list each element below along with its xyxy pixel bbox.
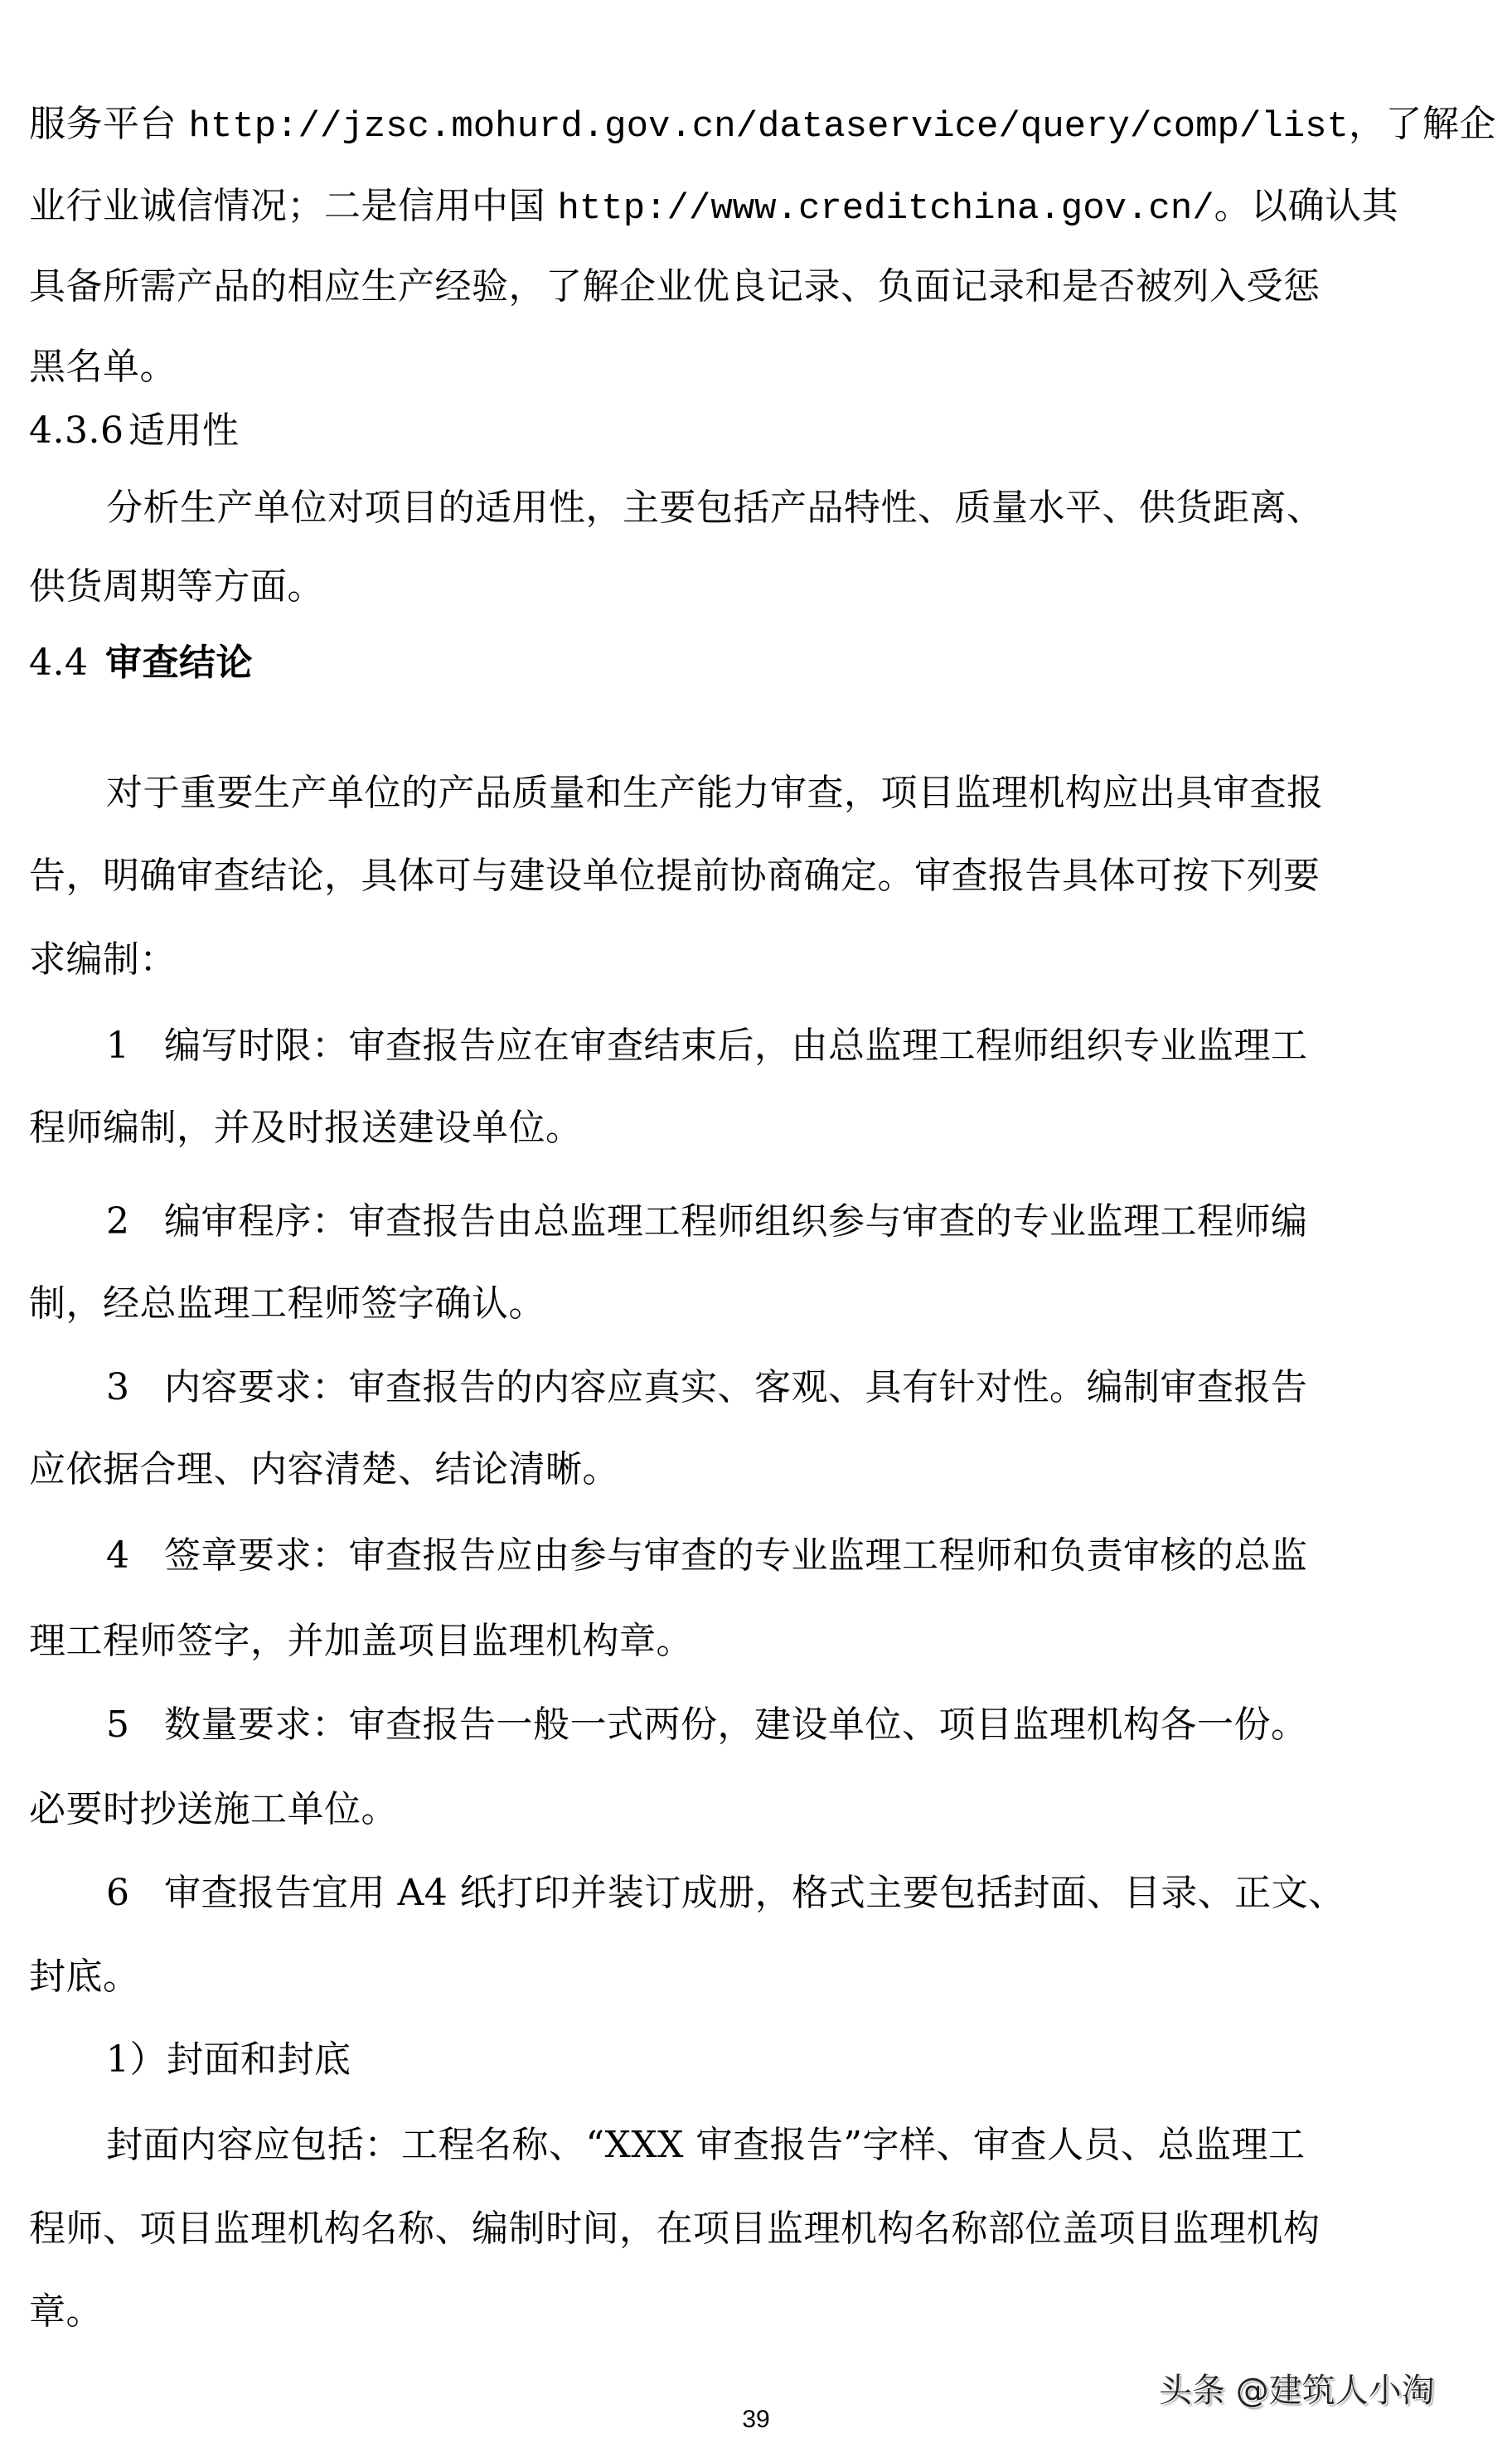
text: 业行业诚信情况；二是信用中国 [29, 185, 558, 227]
item-text: 编审程序：审查报告由总监理工程师组织参与审查的专业监理工程师编 [164, 1200, 1308, 1243]
paragraph-line: 封底。 [29, 1956, 140, 1998]
page-number: 39 [742, 2406, 770, 2433]
item-number: 4 [106, 1534, 130, 1577]
paragraph-line [29, 182, 1398, 231]
paragraph-line: 制，经总监理工程师签字确认。 [29, 1282, 545, 1325]
link-jzsc[interactable]: http://jzsc.mohurd.gov.cn/dataservice/query/comp/list [188, 106, 1349, 148]
list-item-6 [106, 1868, 1345, 1918]
section-title: 适用性 [128, 410, 240, 452]
paragraph-line: 封面内容应包括：工程名称、“XXX 审查报告”字样、审查人员、总监理工 [106, 2124, 1306, 2166]
section-title: 审查结论 [105, 642, 253, 684]
list-item-5 [106, 1700, 1308, 1750]
paragraph-line: 分析生产单位对项目的适用性，主要包括产品特性、质量水平、供货距离、 [106, 487, 1324, 529]
list-item-4 [106, 1531, 1308, 1581]
paragraph-line: 程师编制，并及时报送建设单位。 [29, 1107, 583, 1149]
section-number: 4.3.6 [29, 410, 124, 452]
item-number: 3 [106, 1366, 130, 1408]
subsection-label: 1）封面和封底 [106, 2038, 351, 2081]
item-text: 数量要求：审查报告一般一式两份，建设单位、项目监理机构各一份。 [164, 1704, 1308, 1746]
list-item-3 [106, 1363, 1308, 1413]
paragraph-line: 告，明确审查结论，具体可与建设单位提前协商确定。审查报告具体可按下列要 [29, 855, 1321, 897]
paragraph-line: 应依据合理、内容清楚、结论清晰。 [29, 1448, 619, 1490]
text: 服务平台 [29, 103, 189, 145]
section-heading-4-3-6 [29, 406, 240, 456]
paragraph-line: 必要时抄送施工单位。 [29, 1788, 398, 1830]
text: ，了解企 [1348, 103, 1496, 145]
paragraph-line: 具备所需产品的相应生产经验，了解企业优良记录、负面记录和是否被列入受惩 [29, 265, 1321, 308]
list-item-2 [106, 1197, 1308, 1247]
paragraph-line: 供货周期等方面。 [29, 565, 324, 608]
link-creditchina[interactable]: http://www.creditchina.gov.cn/ [557, 188, 1214, 230]
item-number: 6 [106, 1872, 130, 1914]
list-item-1 [106, 1021, 1308, 1071]
paragraph-line: 求编制： [29, 938, 177, 981]
item-number: 1 [106, 1025, 130, 1067]
paragraph-line: 黑名单。 [29, 346, 177, 388]
section-heading-4-4 [29, 638, 253, 688]
text: 。以确认其 [1214, 185, 1399, 227]
watermark: 头条 @建筑人小淘 [1159, 2372, 1435, 2410]
item-text: 内容要求：审查报告的内容应真实、客观、具有针对性。编制审查报告 [164, 1366, 1308, 1408]
item-text: 签章要求：审查报告应由参与审查的专业监理工程师和负责审核的总监 [164, 1534, 1308, 1577]
paragraph-line: 对于重要生产单位的产品质量和生产能力审查，项目监理机构应出具审查报 [106, 772, 1324, 814]
paragraph-line: 理工程师签字，并加盖项目监理机构章。 [29, 1620, 693, 1662]
paragraph-line: 章。 [29, 2290, 103, 2333]
item-text: 编写时限：审查报告应在审查结束后，由总监理工程师组织专业监理工 [164, 1025, 1308, 1067]
item-number: 2 [106, 1200, 130, 1243]
item-number: 5 [106, 1704, 130, 1746]
item-text: 审查报告宜用 A4 纸打印并装订成册，格式主要包括封面、目录、正文、 [164, 1872, 1345, 1914]
section-number: 4.4 [29, 642, 89, 684]
paragraph-line: 程师、项目监理机构名称、编制时间，在项目监理机构名称部位盖项目监理机构 [29, 2208, 1321, 2250]
paragraph-line [29, 99, 1496, 149]
